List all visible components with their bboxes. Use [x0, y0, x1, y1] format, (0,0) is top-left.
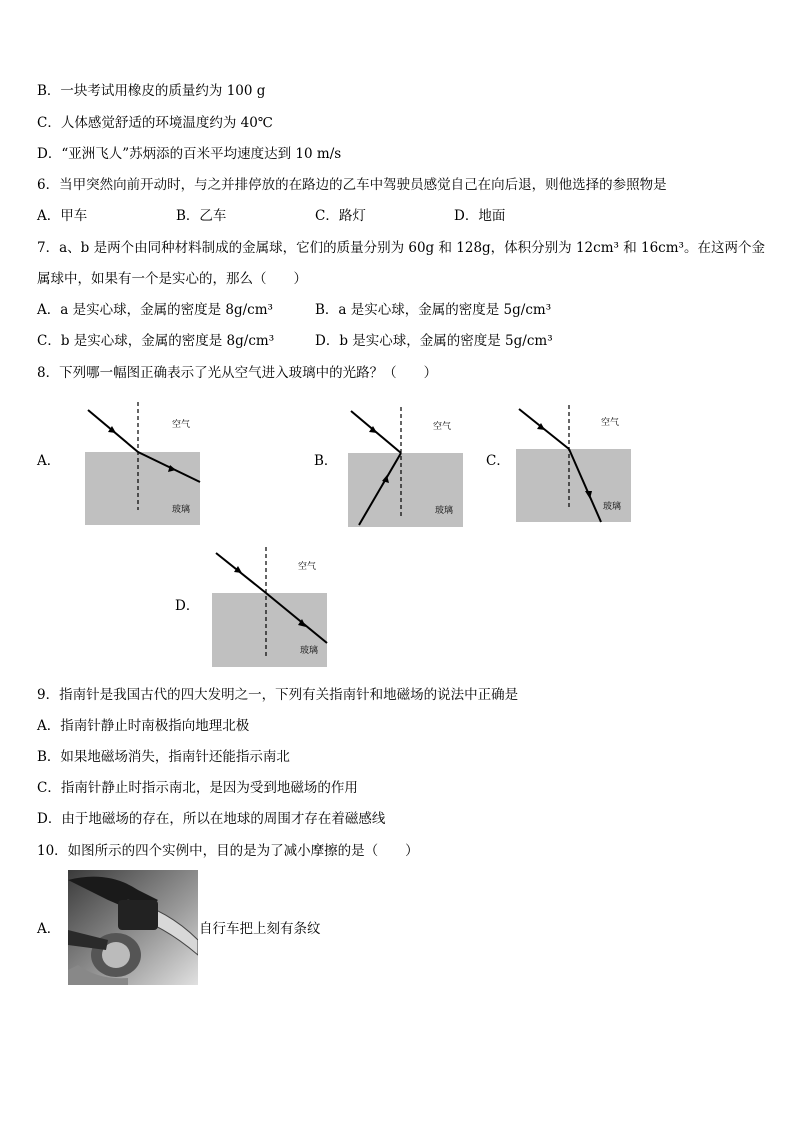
- q7-option-c: C．b 是实心球，金属的密度是 8g/cm³: [37, 333, 275, 349]
- air-label: 空气: [172, 420, 191, 430]
- q7-option-b: B．a 是实心球，金属的密度是 5g/cm³: [315, 302, 552, 318]
- q6-option-b: B．乙车: [176, 208, 227, 224]
- q6-option-d: D．地面: [454, 208, 506, 224]
- option-c-temperature: C．人体感觉舒适的环境温度约为 40℃: [37, 115, 273, 131]
- glass-label: 玻璃: [603, 502, 622, 512]
- question-9-text: 9．指南针是我国古代的四大发明之一，下列有关指南针和地磁场的说法中正确是: [37, 687, 519, 703]
- question-6-text: 6．当甲突然向前开动时，与之并排停放的在路边的乙车中驾驶员感觉自己在向后退，则他选择的参照物是: [37, 177, 667, 193]
- bicycle-handlebar-photo: [68, 870, 198, 985]
- q8-diagram-b: [345, 405, 470, 530]
- option-b-eraser-mass: B．一块考试用橡皮的质量约为 100 g: [37, 83, 266, 99]
- q8-label-d: D．: [175, 598, 200, 614]
- question-10-text: 10．如图所示的四个实例中，目的是为了减小摩擦的是（ ）: [37, 843, 419, 859]
- q8-label-c: C．: [486, 453, 510, 469]
- air-label: 空气: [433, 422, 452, 432]
- q6-option-c: C．路灯: [315, 208, 366, 224]
- q9-option-c: C．指南针静止时指示南北，是因为受到地磁场的作用: [37, 780, 358, 796]
- air-label: 空气: [298, 562, 317, 572]
- q8-label-a: A．: [37, 453, 61, 469]
- q9-option-a: A．指南针静止时南极指向地理北极: [37, 718, 250, 734]
- q7-option-a: A．a 是实心球，金属的密度是 8g/cm³: [37, 302, 273, 318]
- question-7-text-line2: 属球中，如果有一个是实心的，那么（ ）: [37, 271, 307, 287]
- q6-option-a: A．甲车: [37, 208, 88, 224]
- q8-diagram-d: [210, 545, 335, 670]
- air-label: 空气: [601, 418, 620, 428]
- q8-label-b: B．: [314, 453, 338, 469]
- option-d-sprint-speed: D．“亚洲飞人”苏炳添的百米平均速度达到 10 m/s: [37, 146, 342, 162]
- q10-label-a: A．: [37, 921, 61, 937]
- q8-diagram-a: [80, 400, 205, 528]
- glass-label: 玻璃: [300, 646, 319, 656]
- q10-option-a-caption: 自行车把上刻有条纹: [199, 921, 321, 937]
- q9-option-b: B．如果地磁场消失，指南针还能指示南北: [37, 749, 290, 765]
- glass-label: 玻璃: [172, 505, 191, 515]
- question-7-text-line1: 7．a、b 是两个由同种材料制成的金属球，它们的质量分别为 60g 和 128g，体积分别为 12cm³ 和 16cm³。在这两个金: [37, 240, 765, 256]
- glass-label: 玻璃: [435, 506, 454, 516]
- q7-option-d: D．b 是实心球，金属的密度是 5g/cm³: [315, 333, 553, 349]
- q9-option-d: D．由于地磁场的存在，所以在地球的周围才存在着磁感线: [37, 811, 386, 827]
- q8-diagram-c: [513, 403, 638, 528]
- question-8-text: 8．下列哪一幅图正确表示了光从空气进入玻璃中的光路？（ ）: [37, 365, 438, 381]
